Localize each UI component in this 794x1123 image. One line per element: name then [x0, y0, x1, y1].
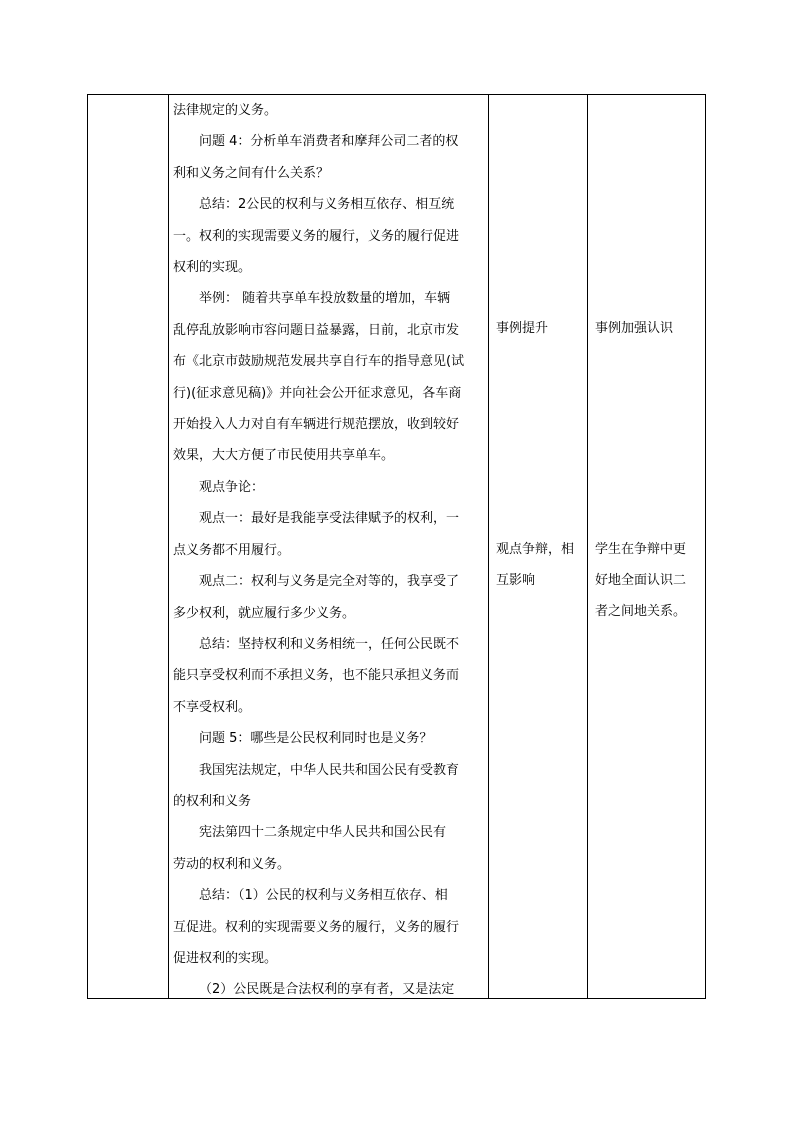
content-line: 多少权利，就应履行多少义务。 [173, 605, 356, 621]
content-line: 效果，大大方便了市民使用共享单车。 [173, 448, 395, 464]
content-line: 不享受权利。 [173, 699, 252, 715]
content-line: 能只享受权利而不承担义务，也不能只承担义务而 [173, 668, 460, 684]
content-line: 总结：（1）公民的权利与义务相互依存、相 [199, 888, 448, 904]
content-line: 一。权利的实现需要义务的履行，义务的履行促进 [173, 228, 460, 244]
content-line: 举例： 随着共享单车投放数量的增加，车辆 [199, 291, 451, 307]
column-divider-3 [587, 95, 588, 998]
content-line: 乱停乱放影响市容问题日益暴露，日前，北京市发 [173, 322, 460, 338]
content-line: 点义务都不用履行。 [173, 542, 291, 558]
content-line: 问题 4：分析单车消费者和摩拜公司二者的权 [199, 134, 459, 150]
content-line: 法律规定的义务。 [173, 103, 278, 118]
content-line: 利和义务之间有什么关系？ [173, 165, 330, 181]
lesson-table [87, 94, 706, 999]
content-line: 开始投入人力对自有车辆进行规范摆放，收到较好 [173, 417, 460, 433]
content-line: 问题 5：哪些是公民权利同时也是义务？ [199, 731, 433, 747]
student-activity-cell: 互影响 [496, 573, 536, 588]
content-line: 行)(征求意见稿)》并向社会公开征求意见，各车商 [173, 385, 462, 401]
content-line: 总结：2公民的权利与义务相互依存、相互统 [199, 197, 455, 213]
content-line: 权利的实现。 [173, 260, 252, 276]
design-intent-cell: 者之间地关系。 [595, 604, 687, 619]
design-intent-cell: 学生在争辩中更 [595, 542, 687, 557]
content-line: 布《北京市鼓励规范发展共享自行车的指导意见(试 [173, 354, 465, 370]
content-line: 互促进。权利的实现需要义务的履行，义务的履行 [173, 919, 460, 935]
design-intent-cell: 好地全面认识二 [595, 573, 687, 588]
content-line: 总结：坚持权利和义务相统一，任何公民既不 [199, 636, 460, 652]
content-line: 的权利和义务 [173, 793, 252, 809]
content-line: 促进权利的实现。 [173, 950, 278, 966]
content-line: 观点二：权利与义务是完全对等的，我享受了 [199, 574, 460, 590]
content-line: 观点一：最好是我能享受法律赋予的权利，一 [199, 511, 460, 527]
content-line: 劳动的权利和义务。 [173, 856, 291, 872]
student-activity-cell: 事例提升 [496, 321, 549, 336]
student-activity-cell: 观点争辩，相 [496, 542, 575, 557]
column-divider-2 [488, 95, 489, 998]
content-line: 宪法第四十二条规定中华人民共和国公民有 [199, 825, 447, 841]
content-line: （2）公民既是合法权利的享有者，又是法定 [199, 982, 455, 998]
design-intent-cell: 事例加强认识 [595, 321, 674, 336]
content-line: 我国宪法规定，中华人民共和国公民有受教育 [199, 762, 460, 778]
content-line: 观点争论： [199, 479, 265, 495]
teaching-content-column [169, 95, 487, 1006]
